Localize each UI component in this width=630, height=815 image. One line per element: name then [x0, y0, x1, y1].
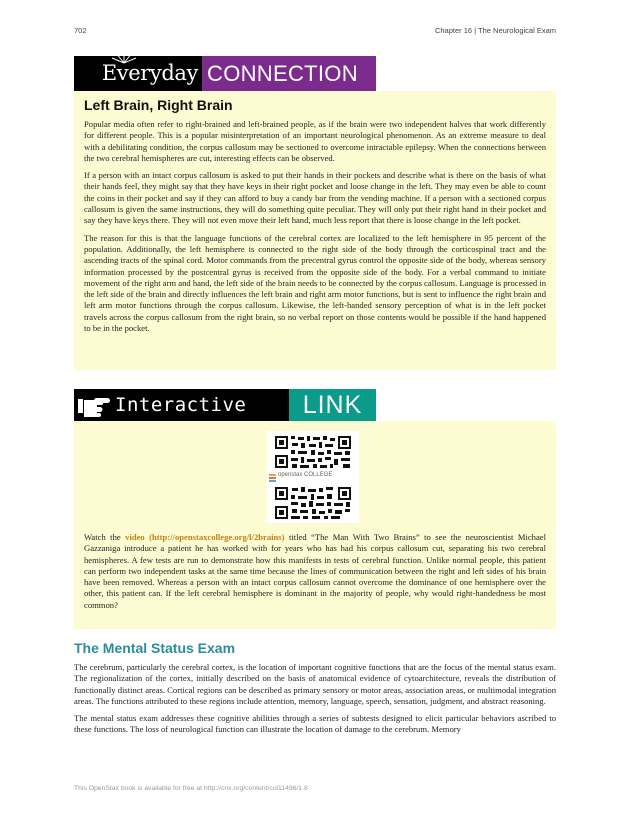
sparkle-icon: [82, 50, 142, 64]
qr-code[interactable]: [267, 431, 359, 523]
interactive-label-area: [74, 389, 289, 421]
interactive-link-box: [74, 421, 556, 629]
text-before-link: Watch the: [84, 532, 126, 542]
openstax-logo-icon: [269, 474, 276, 482]
connection-word: CONNECTION: [202, 56, 376, 91]
interactive-link-banner: [74, 389, 376, 421]
page-footer: This OpenStax book is available for free at http://cnx.org/content/col11496/1.8: [74, 785, 308, 792]
pointing-hand-icon: [78, 393, 112, 417]
section-heading: The Mental Status Exam: [74, 640, 236, 656]
paragraph: The cerebrum, particularly the cerebral cortex, is the location of important cognitive functions that are the focus of the mental status exam. The regionalization of the cortex, initially described on the basis of anatomical evidence of cytoarchitecture, reveals the distribution of functionally distinct areas. Cortical regions can be described as primary sensory or motor areas, association areas, or multimodal integration areas. The functions attributed to these regions include attention, memory, language, speech, sensation, judgment, and abstract reasoning.: [74, 662, 556, 706]
everyday-connection-banner: [74, 56, 376, 91]
chapter-title: Chapter 16 | The Neurological Exam: [434, 26, 556, 35]
page-number: 702: [74, 26, 87, 35]
feature-title: Left Brain, Right Brain: [84, 97, 233, 113]
everyday-word: Everyday: [74, 56, 202, 91]
paragraph: The reason for this is that the language functions of the cerebral cortex are localized to the left hemisphere in 95 percent of the population. Additionally, the left hemisphere is connected to the right side of the body through the corticospinal tract and the ascending tracts of the spinal cord. Motor commands from the precentral gyrus control the opposite side of the body, whereas sensory information processed by the postcentral gyrus is received from the opposite side of the body. For a verbal command to initiate movement of the right arm and hand, the left side of the brain needs to be connected by the corpus callosum. Language is processed in the left side of the brain and directly influences the left brain and right arm motor functions, but is sent to influence the right brain and left arm motor functions through the corpus callosum. Likewise, the left-handed sensory perception of what is in the left pocket travels across the corpus callosum from the right brain, so no verbal report on those contents would be possible if the hand happened to be in the pocket.: [84, 232, 547, 334]
interactive-paragraph: [84, 532, 546, 611]
paragraph: Popular media often refer to right-brained and left-brained people, as if the brain were two independent halves that work differently for different people. This is a popular misinterpretation of an important neurological phenomenon. As an extreme measure to deal with a debilitating condition, the corpus callosum may be sectioned to overcome intractable epilepsy. When the connections between the two cerebral hemispheres are cut, interesting effects can be observed.: [84, 119, 546, 163]
everyday-connection-box: [74, 91, 556, 370]
text-after-link: titled “The Man With Two Brains” to see the neuroscientist Michael Gazzaniga introduce a patient he has worked with for years who has had his corpus callosum cut, separating his two cerebral hemispheres. A few tests are run to demonstrate how this manifests in tests of cerebral function. Unlike normal people, this patient can perform two independent tasks at the same time because the lines of communication between the right and left sides of his brain have been removed. Whereas a person with an intact corpus callosum cannot overcome the dominance of one hemisphere over the other, this patient can. If the left cerebral hemisphere is dominant in the majority of people, why would right-handedness be most common?: [84, 532, 546, 610]
link-word: LINK: [289, 389, 376, 421]
qr-caption: openstax COLLEGE: [278, 472, 333, 478]
paragraph: The mental status exam addresses these cognitive abilities through a series of subtests designed to elicit particular behaviors ascribed to these functions. The loss of neurological function can illustrate the location of damage to the cerebrum. Memory: [74, 713, 556, 735]
section-body: [74, 662, 556, 742]
paragraph: If a person with an intact corpus callosum is asked to put their hands in their pockets and describe what is there on the basis of what their hands feel, they might say that they have keys in their right pocket and loose change in the left. They may even be able to count the coins in their pocket and say if they can afford to buy a candy bar from the vending machine. If a person with a sectioned corpus callosum is given the same instructions, they will do something quite peculiar. They will only put their right hand in their pocket and say they have keys there. They will not even move their left hand, much less report that there is loose change in the left pocket.: [84, 170, 546, 226]
interactive-word: Interactive: [115, 394, 247, 416]
video-link[interactable]: video (http://openstaxcollege.org/l/2brains): [125, 532, 285, 542]
